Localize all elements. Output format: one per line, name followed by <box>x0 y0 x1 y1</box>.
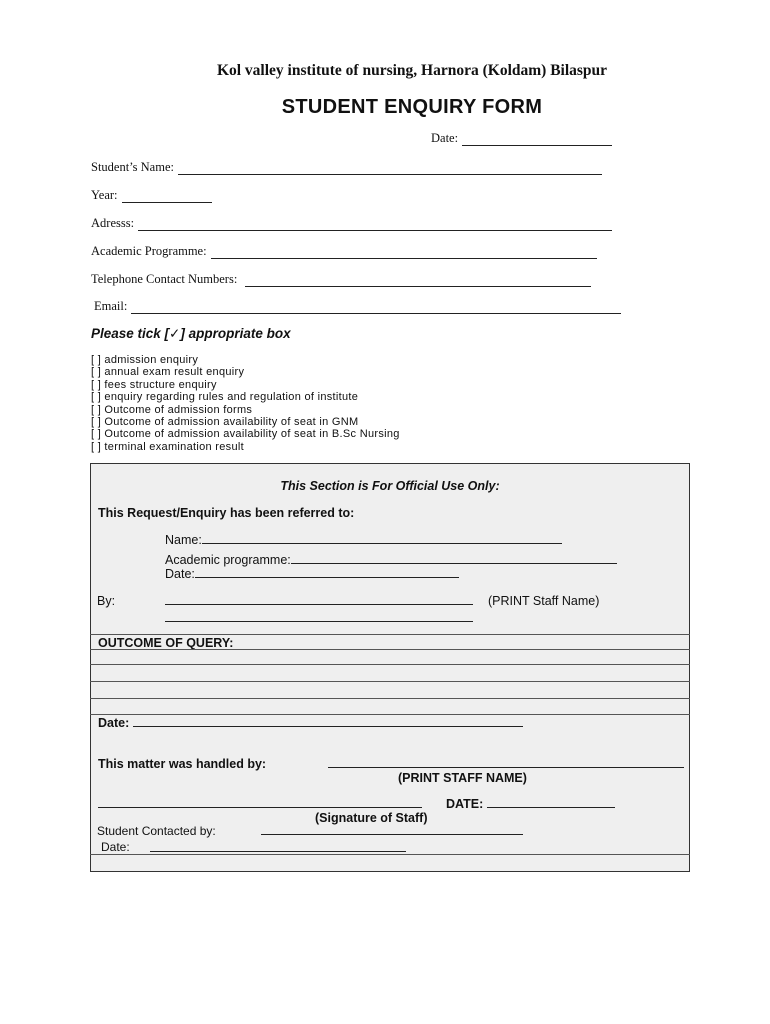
signature-label: (Signature of Staff) <box>315 811 428 825</box>
student-name-field[interactable] <box>91 160 602 175</box>
outcome-line[interactable] <box>90 664 690 665</box>
academic-programme-line[interactable] <box>211 248 597 259</box>
divider <box>90 634 690 635</box>
signature-date-line[interactable] <box>487 797 615 808</box>
official-programme-label: Academic programme: <box>165 553 291 567</box>
option-checkbox[interactable]: [ ] Outcome of admission forms <box>91 403 253 416</box>
email-field[interactable] <box>94 299 621 314</box>
outcome-date-line[interactable] <box>133 716 523 727</box>
academic-programme-field[interactable] <box>91 244 597 259</box>
signature-line[interactable] <box>98 797 422 808</box>
telephone-field[interactable] <box>91 272 591 287</box>
official-name-line[interactable] <box>202 533 562 544</box>
option-checkbox[interactable]: [ ] Outcome of admission availability of seat in B.Sc Nursing <box>91 428 400 441</box>
final-date-label: Date: <box>101 840 130 854</box>
telephone-label: Telephone Contact Numbers: <box>91 272 238 286</box>
outcome-date-field[interactable] <box>98 716 523 730</box>
official-name-field[interactable] <box>165 533 562 547</box>
enquiry-options <box>91 354 400 453</box>
tick-heading: Please tick [✓] appropriate box <box>91 326 291 341</box>
date-line[interactable] <box>462 135 612 146</box>
option-checkbox[interactable]: [ ] Outcome of admission availability of seat in GNM <box>91 416 359 429</box>
final-date-line[interactable] <box>150 841 406 852</box>
email-label: Email: <box>94 299 128 313</box>
official-name-label: Name: <box>165 533 202 547</box>
by-label: By: <box>97 594 116 608</box>
referred-label: This Request/Enquiry has been referred to: <box>98 506 355 520</box>
student-name-label: Student’s Name: <box>91 160 174 174</box>
official-programme-field[interactable] <box>165 553 617 567</box>
date-field[interactable] <box>431 131 612 146</box>
address-field[interactable] <box>91 216 612 231</box>
print-staff-name-caps: (PRINT STAFF NAME) <box>398 771 527 785</box>
year-field[interactable] <box>91 188 212 203</box>
divider <box>90 854 690 855</box>
official-heading: This Section is For Official Use Only: <box>280 479 500 493</box>
telephone-line[interactable] <box>245 276 591 287</box>
address-label: Adresss: <box>91 216 135 230</box>
address-line[interactable] <box>138 220 612 231</box>
signature-date-label: DATE: <box>446 797 484 811</box>
signature-date-field[interactable] <box>446 797 615 811</box>
by-line[interactable] <box>165 594 473 605</box>
option-checkbox[interactable]: [ ] enquiry regarding rules and regulation of institute <box>91 391 359 404</box>
handled-by-label: This matter was handled by: <box>98 757 267 771</box>
print-staff-name-hint: (PRINT Staff Name) <box>488 594 600 608</box>
handled-by-line[interactable] <box>328 757 684 768</box>
official-date-line[interactable] <box>195 567 459 578</box>
official-programme-line[interactable] <box>291 553 617 564</box>
year-line[interactable] <box>122 192 212 203</box>
official-date-field[interactable] <box>165 567 459 581</box>
outcome-line[interactable] <box>90 714 690 715</box>
outcome-line[interactable] <box>90 698 690 699</box>
option-checkbox[interactable]: [ ] fees structure enquiry <box>91 378 217 391</box>
option-checkbox[interactable]: [ ] admission enquiry <box>91 354 199 366</box>
option-checkbox[interactable]: [ ] terminal examination result <box>91 440 244 453</box>
by-line-2[interactable] <box>165 611 473 622</box>
official-date-label: Date: <box>165 567 195 581</box>
academic-programme-label: Academic Programme: <box>91 244 207 258</box>
date-label: Date: <box>431 131 459 145</box>
year-label: Year: <box>91 188 118 202</box>
outcome-line[interactable] <box>90 681 690 682</box>
institute-name: Kol valley institute of nursing, Harnora (Koldam) Bilaspur <box>216 62 608 79</box>
form-title: STUDENT ENQUIRY FORM <box>281 96 543 118</box>
option-checkbox[interactable]: [ ] annual exam result enquiry <box>91 366 245 379</box>
outcome-date-label: Date: <box>98 716 130 730</box>
outcome-line[interactable] <box>90 649 690 650</box>
student-name-line[interactable] <box>178 164 602 175</box>
student-contacted-line[interactable] <box>261 824 523 835</box>
outcome-label: OUTCOME OF QUERY: <box>98 636 234 650</box>
student-contacted-label: Student Contacted by: <box>97 824 216 838</box>
email-line[interactable] <box>131 303 621 314</box>
